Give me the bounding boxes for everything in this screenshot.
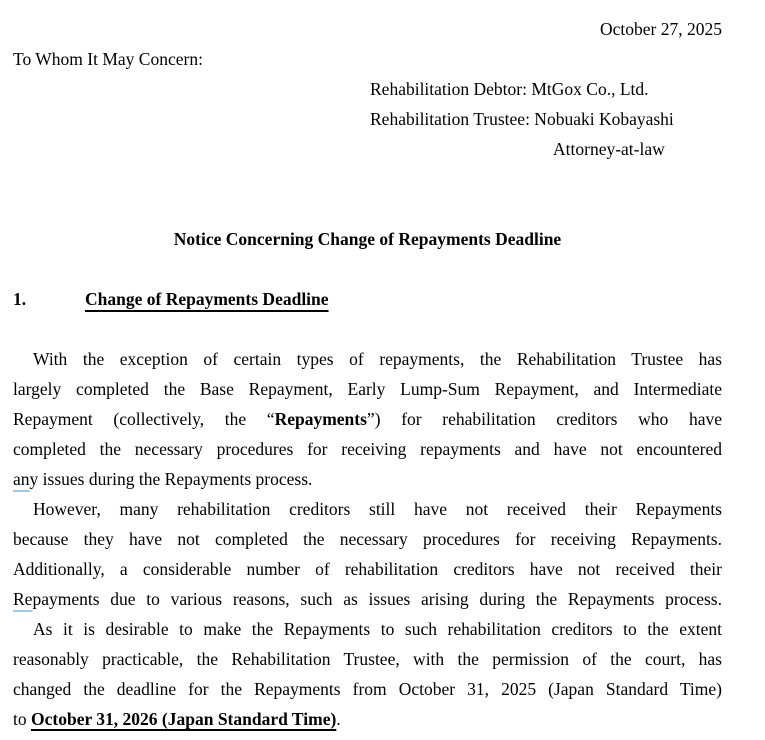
paragraph-line [13, 584, 722, 614]
paragraph [13, 344, 722, 494]
proofing-underlined-text: an [13, 469, 30, 489]
body-text: As it is desirable to make the Repayments to such rehabilitation creditors to the extent [33, 619, 722, 639]
proofing-underlined-text: Re [13, 589, 33, 609]
paragraph-line [13, 404, 722, 434]
paragraph [13, 614, 722, 734]
paragraph-line [13, 644, 722, 674]
body-text: changed the deadline for the Repayments from October 31, 2025 (Japan Standard Time) [13, 679, 722, 699]
emphasized-text: Repayments [274, 409, 367, 429]
attorney-title-line: Attorney-at-law [553, 139, 665, 159]
body-text: to [13, 709, 31, 729]
body-text: ”) for rehabilitation creditors who have [366, 409, 722, 429]
section-heading: Change of Repayments Deadline [85, 289, 329, 309]
rehabilitation-debtor-line: Rehabilitation Debtor: MtGox Co., Ltd. [370, 79, 649, 99]
paragraph-line [13, 554, 722, 584]
paragraph-line [13, 464, 722, 494]
body-text: With the exception of certain types of repayments, the Rehabilitation Trustee has [33, 349, 722, 369]
paragraph [13, 494, 722, 614]
salutation: To Whom It May Concern: [13, 49, 203, 69]
body-text: because they have not completed the necessary procedures for receiving Repayments. [13, 529, 722, 549]
body-text: payments due to various reasons, such as issues arising during the Repayments process. [32, 589, 722, 609]
body-text: reasonably practicable, the Rehabilitation Trustee, with the permission of the court, has [13, 649, 722, 669]
paragraph-line [13, 434, 722, 464]
paragraph-line [13, 494, 722, 524]
letter-body [13, 344, 722, 734]
paragraph-line [13, 374, 722, 404]
document-date: October 27, 2025 [600, 19, 722, 39]
paragraph-line [13, 704, 722, 734]
notice-title: Notice Concerning Change of Repayments Deadline [173, 229, 562, 249]
body-text: Repayment (collectively, the “ [13, 409, 275, 429]
body-text: However, many rehabilitation creditors still have not received their Repayments [33, 499, 722, 519]
body-text: y issues during the Repayments process. [29, 469, 313, 489]
body-text: completed the necessary procedures for receiving repayments and have not encountered [13, 439, 722, 459]
body-text: . [336, 709, 341, 729]
rehabilitation-trustee-line: Rehabilitation Trustee: Nobuaki Kobayashi [370, 109, 674, 129]
paragraph-line [13, 344, 722, 374]
emphasized-text: October 31, 2026 (Japan Standard Time) [31, 709, 337, 729]
body-text: largely completed the Base Repayment, Early Lump-Sum Repayment, and Intermediate [13, 379, 722, 399]
section-number: 1. [13, 289, 27, 309]
body-text: Additionally, a considerable number of rehabilitation creditors have not received their [13, 559, 722, 579]
paragraph-line [13, 674, 722, 704]
section-heading-row [13, 284, 722, 314]
paragraph-line [13, 614, 722, 644]
paragraph-line [13, 524, 722, 554]
